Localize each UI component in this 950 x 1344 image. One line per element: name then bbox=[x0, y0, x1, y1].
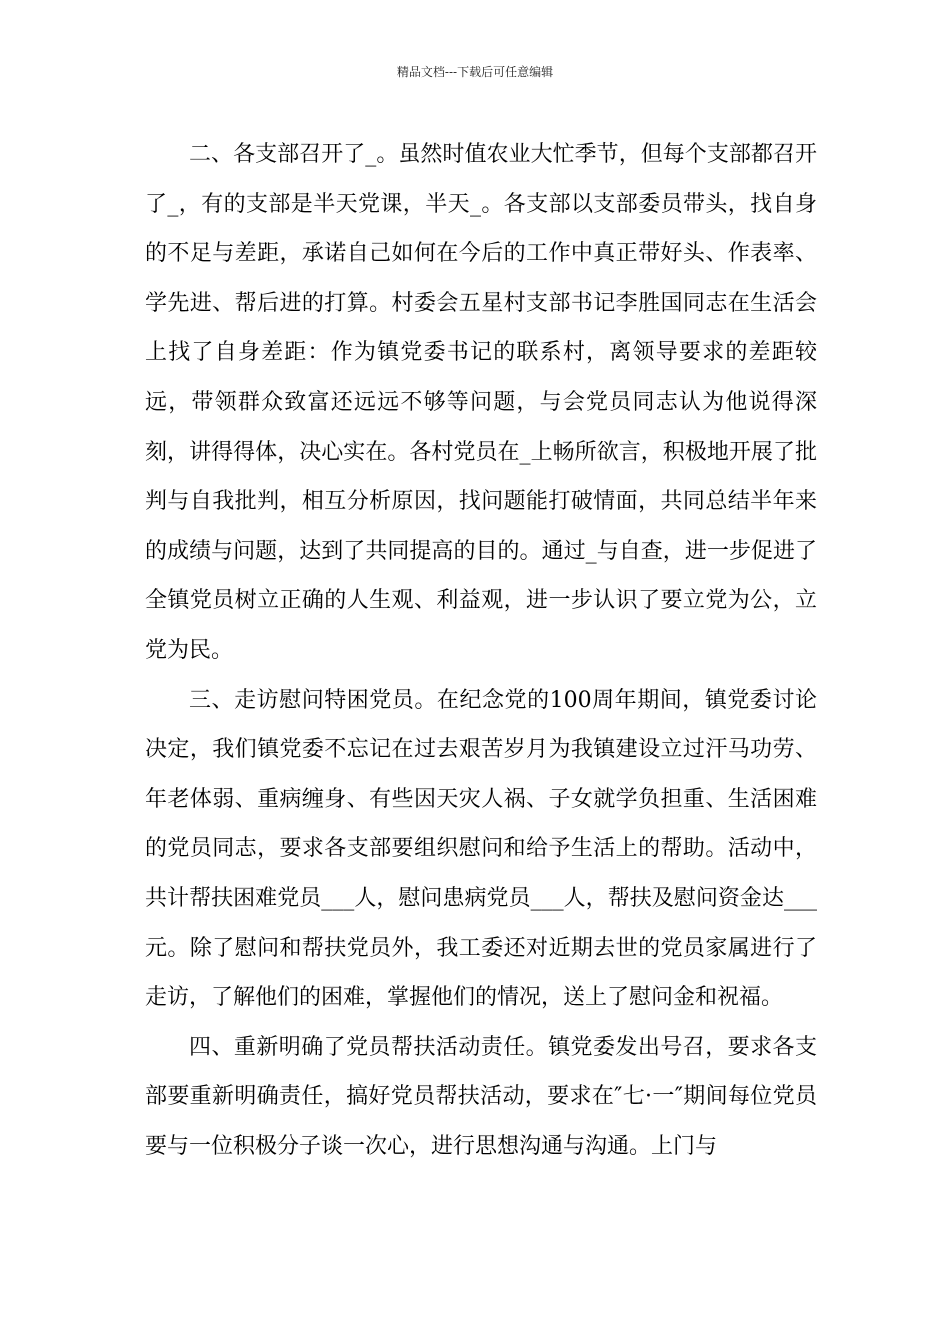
paragraph-section-2: 二、各支部召开了_。虽然时值农业大忙季节，但每个支部都召开了_，有的支部是半天党课，半天_。各支部以支部委员带头，找自身的不足与差距，承诺自己如何在今后的工作中真正带好头、作表率、学先进、帮后进的打算。村委会五星村支部书记李胜国同志在生活会上找了自身差距：作为镇党委书记的联系村，离领导要求的差距较远，带领群众致富还远远不够等问题，与会党员同志认为他说得深刻，讲得得体，决心实在。各村党员在_上畅所欲言，积极地开展了批判与自我批判，相互分析原因，找问题能打破情面，共同总结半年来的成绩与问题，达到了共同提高的目的。通过_与自查，进一步促进了全镇党员树立正确的人生观、利益观，进一步认识了要立党为公，立党为民。 bbox=[145, 142, 817, 663]
page-header: 精品文档---下载后可任意编辑 bbox=[396, 65, 554, 79]
paragraph-section-4: 四、重新明确了党员帮扶活动责任。镇党委发出号召，要求各支部要重新明确责任，搞好党员帮扶活动，要求在″七·一″期间每位党员要与一位积极分子谈一次心，进行思想沟通与沟通。上门与 bbox=[145, 1034, 817, 1159]
paragraph-section-3: 三、走访慰问特困党员。在纪念党的100周年期间，镇党委讨论决定，我们镇党委不忘记在过去艰苦岁月为我镇建设立过汗马功劳、年老体弱、重病缠身、有些因天灾人祸、子女就学负担重、生活困难的党员同志，要求各支部要组织慰问和给予生活上的帮助。活动中，共计帮扶困难党员___人，慰问患病党员___人，帮扶及慰问资金达___元。除了慰问和帮扶党员外，我工委还对近期去世的党员家属进行了走访，了解他们的困难，掌握他们的情况，送上了慰问金和祝福。 bbox=[145, 687, 817, 1011]
document-body bbox=[145, 130, 817, 1171]
